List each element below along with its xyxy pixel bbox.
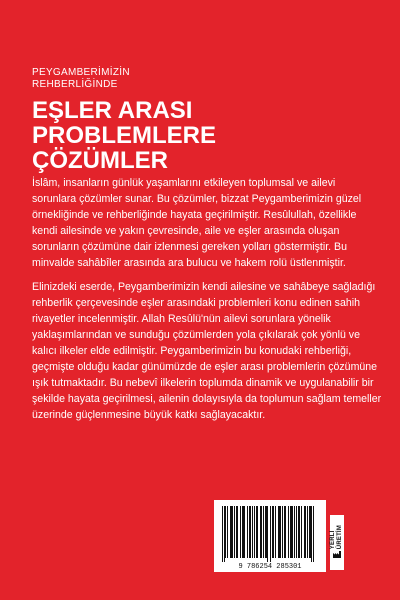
barcode-bar bbox=[292, 506, 293, 558]
barcode-bar bbox=[265, 506, 266, 558]
barcode-bar bbox=[285, 506, 286, 558]
barcode-bar bbox=[282, 506, 283, 558]
barcode-bar bbox=[270, 506, 271, 562]
barcode-bar bbox=[225, 506, 226, 558]
barcode-bar bbox=[288, 506, 289, 558]
barcode-bar bbox=[280, 506, 281, 558]
badge-text bbox=[330, 525, 344, 549]
barcode-bar bbox=[266, 506, 267, 558]
subtitle-line-2: REHBERLİĞİNDE bbox=[32, 79, 118, 90]
book-title bbox=[32, 98, 216, 173]
barcode-bar bbox=[237, 506, 238, 558]
barcode-graphic bbox=[214, 500, 326, 572]
barcode-bar bbox=[284, 506, 285, 558]
barcode-bar bbox=[307, 506, 308, 558]
barcode-bar bbox=[267, 506, 268, 562]
barcode-bar bbox=[278, 506, 279, 558]
barcode-bar bbox=[275, 506, 276, 558]
barcode-bar bbox=[298, 506, 299, 558]
barcode-bar bbox=[263, 506, 264, 558]
title-line-1: EŞLER ARASI bbox=[32, 97, 193, 124]
barcode-bar bbox=[232, 506, 233, 558]
barcode-bar bbox=[230, 506, 231, 558]
blurb-paragraph-1: İslâm, insanların günlük yaşamlarını etkileyen toplumsal ve ailevi sorunlara çözümler sunar. Bu çözümler, bizzat Peygamberimizin güzel örnekliğinde ve rehberliğinde hayata geçirilmiştir. Resûlullah, özellikle kendi ailesinde ve yakın çevresinde, aile ve eşler arasında oluşan sorunların çözümüne dair izlenmesi gereken yolları göstermiştir. Bu minvalde sahâbîler arasında ara bulucu ve hakem rolü üstlenmiştir. bbox=[32, 177, 362, 269]
badge-line-2: ÜRETİM bbox=[337, 525, 343, 550]
barcode-digits: 9 786254 285301 bbox=[238, 563, 302, 571]
barcode-bar bbox=[309, 506, 310, 558]
subtitle-line-1: PEYGAMBERİMİZİN bbox=[32, 67, 130, 78]
barcode-bar bbox=[257, 506, 258, 558]
blurb-paragraph-2: Elinizdeki eserde, Peygamberimizin kendi ailesine ve sahâbeye sağladığı rehberlik çerçevesinde eşler arasındaki problemleri konu edinen sahih rivayetler incelenmiştir. Allah Resûlü'nün ailevi sorunlara yönelik yaklaşımlarından ve sunduğu çözümlerden yola çıkılarak çok yönlü ve kalıcı ilkeler elde edilmiştir. Peygamberimizin bu konudaki rehberliği, geçmişte olduğu kadar günümüzde de eşler arası problemlerin çözümüne ışık tutmaktadır. Bu nebevî ilkelerin toplumda dinamik ve uygulanabilir bir şekilde hayata geçirilmesi, ailenin dolayısıyla da toplumun sağlam temeller üzerinde güçlenmesine büyük katkı sağlayacaktır. bbox=[32, 281, 382, 421]
title-line-2: PROBLEMLERE bbox=[32, 122, 217, 149]
barcode-bar bbox=[301, 506, 302, 558]
barcode-bar bbox=[231, 506, 232, 558]
blurb bbox=[32, 175, 382, 431]
barcode-bar bbox=[254, 506, 255, 558]
title-line-3: ÇÖZÜMLER bbox=[32, 147, 168, 174]
barcode-bar bbox=[227, 506, 228, 558]
isbn-barcode bbox=[214, 500, 326, 572]
badge-line-1: YERLİ bbox=[330, 530, 336, 550]
barcode-bar bbox=[294, 506, 295, 558]
barcode-bar bbox=[240, 506, 241, 558]
barcode-bar bbox=[250, 506, 251, 558]
barcode-bar bbox=[249, 506, 250, 558]
barcode-bar bbox=[234, 506, 235, 558]
barcode-bar bbox=[296, 506, 297, 558]
barcode-bar bbox=[279, 506, 280, 558]
barcode-bar bbox=[261, 506, 262, 558]
barcode-bar bbox=[290, 506, 291, 558]
barcode-bar bbox=[299, 506, 300, 558]
barcode-bar bbox=[310, 506, 311, 558]
barcode-bar bbox=[272, 506, 273, 558]
barcode-bar bbox=[243, 506, 244, 558]
barcode-bar bbox=[244, 506, 245, 558]
barcode-bar bbox=[305, 506, 306, 558]
barcode-bar bbox=[313, 506, 314, 562]
barcode-bar bbox=[273, 506, 274, 558]
barcode-bar bbox=[247, 506, 248, 558]
barcode-bar bbox=[224, 506, 225, 562]
barcode-bar bbox=[256, 506, 257, 558]
yerli-uretim-badge bbox=[330, 515, 344, 570]
barcode-bar bbox=[242, 506, 243, 558]
series-subtitle bbox=[32, 67, 130, 91]
barcode-bar bbox=[222, 506, 223, 562]
barcode-bar bbox=[252, 506, 253, 558]
barcode-bar bbox=[291, 506, 292, 558]
barcode-bar bbox=[311, 506, 312, 562]
factory-icon bbox=[333, 550, 341, 558]
barcode-bar bbox=[260, 506, 261, 558]
barcode-bar bbox=[304, 506, 305, 558]
barcode-bar bbox=[236, 506, 237, 558]
